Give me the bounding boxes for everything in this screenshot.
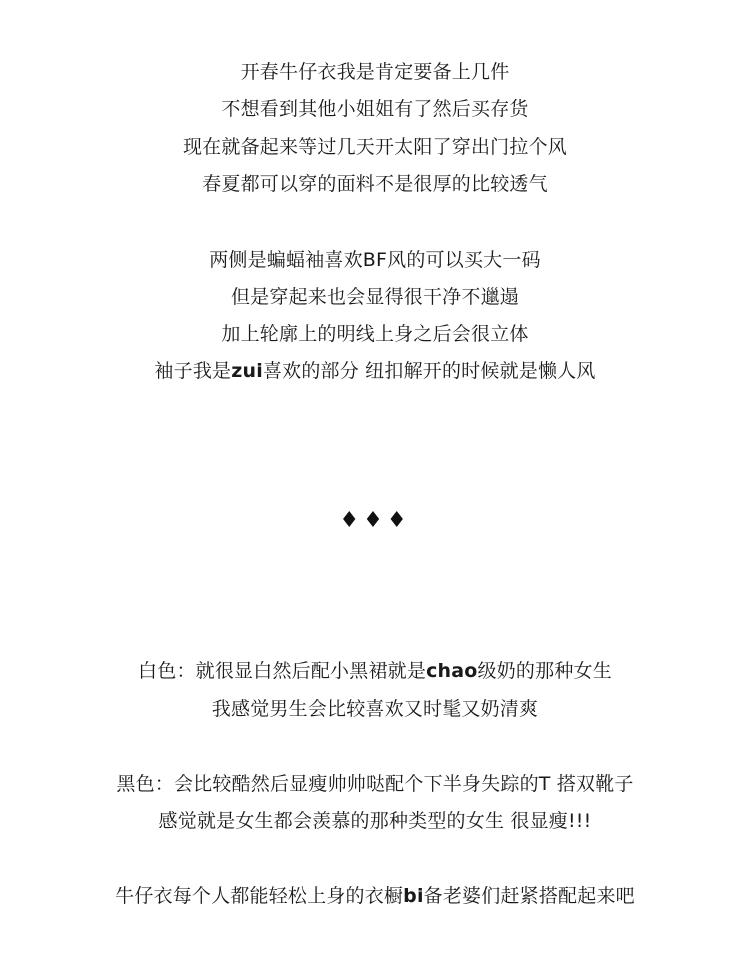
white-line-1-after: 级奶的那种女生 [477,660,612,682]
detail-line-4 [0,358,750,384]
intro-line-2: 不想看到其他小姐姐有了然后买存货 [221,98,529,120]
detail-line-3: 加上轮廓上的明线上身之后会很立体 [221,323,529,345]
white-line-1 [0,658,750,684]
diamond-divider: ♦♦♦ [339,508,411,533]
closing-line-before: 牛仔衣每个人都能轻松上身的衣橱 [115,885,404,907]
detail-line-4-emphasis: zui [231,360,263,382]
closing-line-after: 备老婆们赶紧搭配起来吧 [423,885,635,907]
detail-line-4-after: 喜欢的部分 纽扣解开的时候就是懒人风 [262,360,596,382]
white-line-2: 我感觉男生会比较喜欢又时髦又奶清爽 [211,698,539,720]
intro-line-1: 开春牛仔衣我是肯定要备上几件 [240,61,510,83]
intro-line-3: 现在就备起来等过几天开太阳了穿出门拉个风 [182,136,567,158]
detail-line-4-before: 袖子我是 [154,360,232,382]
white-line-1-emphasis: chao [426,660,478,682]
closing-line-emphasis: bi [403,885,424,907]
white-line-1-before: 白色：就很显白然后配小黑裙就是 [138,660,427,682]
closing-line [0,883,750,909]
black-line-2: 感觉就是女生都会羡慕的那种类型的女生 很显瘦!!! [158,810,592,832]
intro-line-4: 春夏都可以穿的面料不是很厚的比较透气 [202,173,548,195]
detail-line-2: 但是穿起来也会显得很干净不邋遢 [230,286,519,308]
black-line-1: 黑色：会比较酷然后显瘦帅帅哒配个下半身失踪的T 搭双靴子 [116,773,634,795]
detail-line-1: 两侧是蝙蝠袖喜欢BF风的可以买大一码 [209,249,541,271]
